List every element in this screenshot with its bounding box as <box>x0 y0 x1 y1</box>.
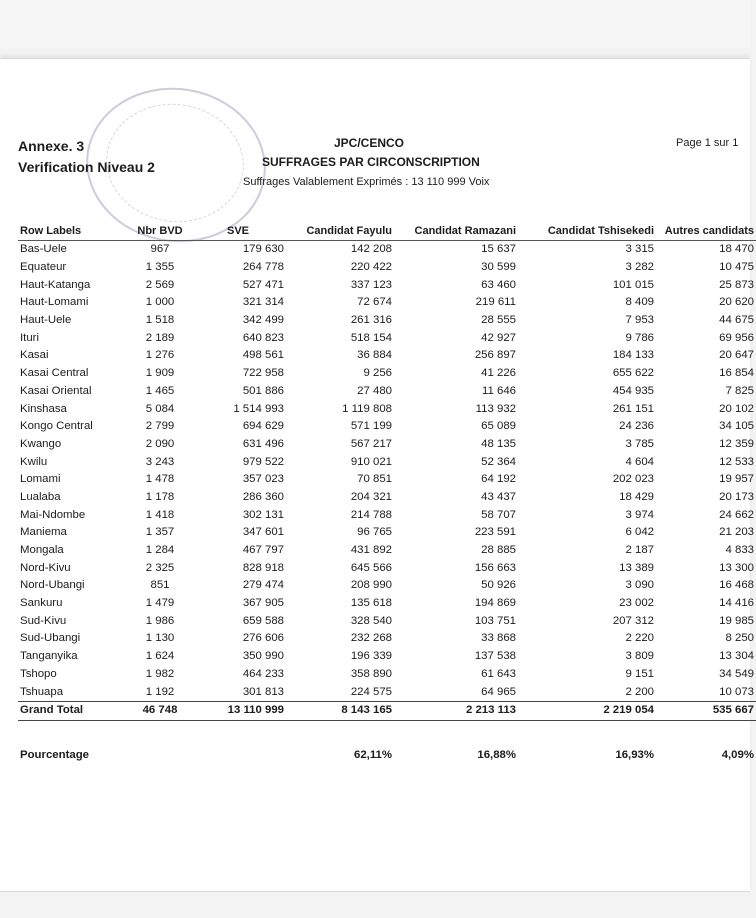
table-cell: 431 892 <box>350 544 392 557</box>
table-cell: Lualaba <box>20 490 61 503</box>
table-cell: Nord-Kivu <box>20 561 71 574</box>
table-cell: 1 514 993 <box>233 402 284 415</box>
table-cell: 851 <box>150 579 170 592</box>
table-cell: Ituri <box>20 331 39 344</box>
table-cell: 501 886 <box>242 384 284 397</box>
table-cell: 8 409 <box>625 296 654 309</box>
table-cell: 13 300 <box>719 561 754 574</box>
table-cell: Bas-Uele <box>20 243 67 256</box>
table-cell: 3 974 <box>625 508 654 521</box>
table-cell: 14 416 <box>719 597 754 610</box>
table-cell: 224 575 <box>350 685 392 698</box>
table-cell: 16,93% <box>615 749 654 762</box>
table-cell: 156 663 <box>474 561 516 574</box>
table-cell: 301 813 <box>242 685 284 698</box>
table-cell: 204 321 <box>350 490 392 503</box>
table-header-row <box>18 222 756 241</box>
table-cell: 61 643 <box>481 667 516 680</box>
table-cell: 19 985 <box>719 614 754 627</box>
table-cell: 46 748 <box>130 701 190 720</box>
table-cell: 2 187 <box>625 544 654 557</box>
table-row <box>18 471 756 489</box>
table-cell: 20 173 <box>719 490 754 503</box>
table-cell: 328 540 <box>350 614 392 627</box>
table-cell: 16,88% <box>477 749 516 762</box>
table-cell: 50 926 <box>481 579 516 592</box>
table-cell: 640 823 <box>242 331 284 344</box>
table-cell: 342 499 <box>242 314 284 327</box>
table-cell: 69 956 <box>719 331 754 344</box>
table-cell: 631 496 <box>242 437 284 450</box>
table-cell: 41 226 <box>481 367 516 380</box>
table-cell: 103 751 <box>474 614 516 627</box>
table-row <box>18 329 756 347</box>
table-cell: 910 021 <box>350 455 392 468</box>
table-row <box>18 294 756 312</box>
table-body <box>18 241 756 769</box>
table-cell: 2 200 <box>625 685 654 698</box>
table-row <box>18 524 756 542</box>
table-cell: 358 890 <box>350 667 392 680</box>
grand-total-row <box>18 701 756 720</box>
table-cell: 12 533 <box>719 455 754 468</box>
table-cell: Sud-Ubangi <box>20 632 81 645</box>
table-cell: 13 110 999 <box>190 701 286 720</box>
table-cell: 5 084 <box>145 402 175 415</box>
table-cell: 276 606 <box>242 632 284 645</box>
table-cell: 10 475 <box>719 261 754 274</box>
organization-title: JPC/CENCO <box>334 136 405 150</box>
table-cell: 36 884 <box>357 349 392 362</box>
table-cell: 194 869 <box>474 597 516 610</box>
table-cell: 1 192 <box>145 685 175 698</box>
table-cell: 9 256 <box>363 367 392 380</box>
table-cell: 62,11% <box>353 749 392 762</box>
top-margin <box>0 0 750 48</box>
table-cell: Kwango <box>20 437 62 450</box>
table-row <box>18 506 756 524</box>
table-cell: 20 620 <box>719 296 754 309</box>
table-cell: 645 566 <box>350 561 392 574</box>
table-cell: 96 765 <box>357 526 392 539</box>
table-cell: 207 312 <box>612 614 654 627</box>
table-cell: 30 599 <box>481 261 516 274</box>
table-cell: 2 220 <box>625 632 654 645</box>
table-cell: 4 604 <box>625 455 654 468</box>
table-cell: 184 133 <box>612 349 654 362</box>
table-cell: Mai-Ndombe <box>20 508 86 521</box>
table-cell: 135 618 <box>350 597 392 610</box>
table-row <box>18 241 756 259</box>
table-cell: Mongala <box>20 544 64 557</box>
table-cell: 27 480 <box>357 384 392 397</box>
table-cell: Kasai Oriental <box>20 384 92 397</box>
table-cell: 3 785 <box>625 437 654 450</box>
results-table <box>18 222 756 769</box>
table-cell: 1 284 <box>145 544 175 557</box>
table-cell: 58 707 <box>481 508 516 521</box>
table-cell: 28 555 <box>481 314 516 327</box>
table-row <box>18 666 756 684</box>
table-cell: Kongo Central <box>20 420 93 433</box>
percentage-row <box>18 720 756 769</box>
column-header: Candidat Tshisekedi <box>518 222 656 241</box>
table-row <box>18 365 756 383</box>
table-row <box>18 489 756 507</box>
table-cell: 52 364 <box>481 455 516 468</box>
table-cell: 264 778 <box>242 261 284 274</box>
table-cell: 219 611 <box>475 296 516 309</box>
table-cell: 8 143 165 <box>286 701 394 720</box>
table-cell: 196 339 <box>350 650 392 663</box>
column-header: Nbr BVD <box>130 222 190 241</box>
table-cell: Tanganyika <box>20 650 78 663</box>
table-cell: Kasai Central <box>20 367 89 380</box>
table-cell: 1 624 <box>145 650 175 663</box>
table-cell: 25 873 <box>719 278 754 291</box>
table-cell: 286 360 <box>242 490 284 503</box>
table-cell: Kinshasa <box>20 402 67 415</box>
table-cell: 337 123 <box>350 278 392 291</box>
table-cell: 63 460 <box>481 278 516 291</box>
table-cell: 9 786 <box>625 331 654 344</box>
table-cell: 13 304 <box>719 650 754 663</box>
table-cell: Nord-Ubangi <box>20 579 85 592</box>
table-cell: 367 905 <box>242 597 284 610</box>
table-cell: Kasai <box>20 349 49 362</box>
table-cell: Haut-Lomami <box>20 296 89 309</box>
table-cell: 2 189 <box>145 331 175 344</box>
table-row <box>18 259 756 277</box>
table-row <box>18 418 756 436</box>
table-cell: Haut-Uele <box>20 314 72 327</box>
table-cell: 42 927 <box>481 331 516 344</box>
table-cell: 659 588 <box>242 614 284 627</box>
table-cell: 498 561 <box>242 349 284 362</box>
table-cell: 655 622 <box>612 367 654 380</box>
table-cell: 232 268 <box>350 632 392 645</box>
table-cell: Haut-Katanga <box>20 278 91 291</box>
table-cell: Kwilu <box>20 455 48 468</box>
table-cell: 518 154 <box>350 331 392 344</box>
table-row <box>18 612 756 630</box>
table-cell: 350 990 <box>242 650 284 663</box>
table-cell: Equateur <box>20 261 67 274</box>
table-cell: 694 629 <box>242 420 284 433</box>
table-cell: 223 591 <box>474 526 516 539</box>
table-cell: 256 897 <box>474 349 516 362</box>
table-cell: 24 662 <box>719 508 754 521</box>
table-cell: Lomami <box>20 473 61 486</box>
table-row <box>18 559 756 577</box>
table-row <box>18 595 756 613</box>
table-cell: 24 236 <box>619 420 654 433</box>
table-cell: 13 389 <box>619 561 654 574</box>
table-cell: 279 474 <box>242 579 284 592</box>
table-cell: 2 325 <box>145 561 175 574</box>
table-cell: 302 131 <box>242 508 284 521</box>
table-cell: 722 958 <box>242 367 284 380</box>
table-cell: 1 465 <box>145 384 175 397</box>
table-cell <box>130 720 190 769</box>
table-cell: 6 042 <box>625 526 654 539</box>
table-cell: 357 023 <box>242 473 284 486</box>
table-row <box>18 577 756 595</box>
table-cell: 2 799 <box>145 420 175 433</box>
table-cell: 113 932 <box>475 402 516 415</box>
table-cell: 220 422 <box>350 261 392 274</box>
table-cell: 23 002 <box>619 597 654 610</box>
table-row <box>18 683 756 701</box>
table-cell: 571 199 <box>350 420 392 433</box>
table-cell: 28 885 <box>481 544 516 557</box>
table-cell: 15 637 <box>481 243 516 256</box>
table-cell: 1 418 <box>145 508 175 521</box>
table-cell: 967 <box>150 243 170 256</box>
table-cell: 4,09% <box>721 749 754 762</box>
table-cell: 1 000 <box>145 296 175 309</box>
table-cell: Sankuru <box>20 597 63 610</box>
table-cell: 1 119 808 <box>342 402 392 415</box>
table-cell: 7 825 <box>725 384 754 397</box>
table-row <box>18 453 756 471</box>
table-cell: 2 569 <box>145 278 175 291</box>
table-cell: 4 833 <box>725 544 754 557</box>
table-cell: 2 090 <box>145 437 175 450</box>
table-row <box>18 383 756 401</box>
table-cell: Maniema <box>20 526 67 539</box>
table-row <box>18 436 756 454</box>
table-cell: 18 429 <box>619 490 654 503</box>
table-cell: 8 250 <box>725 632 754 645</box>
table-cell: 7 953 <box>625 314 654 327</box>
table-cell: 16 854 <box>719 367 754 380</box>
table-cell: 467 797 <box>242 544 284 557</box>
table-cell: 202 023 <box>612 473 654 486</box>
document-subtitle: SUFFRAGES PAR CIRCONSCRIPTION <box>262 155 480 169</box>
table-cell: 261 151 <box>612 402 654 415</box>
table-cell: 1 479 <box>145 597 175 610</box>
column-header: Candidat Fayulu <box>286 222 394 241</box>
table-cell: 3 809 <box>625 650 654 663</box>
table-cell: 3 282 <box>625 261 654 274</box>
table-row <box>18 400 756 418</box>
column-header: Candidat Ramazani <box>394 222 518 241</box>
table-cell: 2 219 054 <box>518 701 656 720</box>
table-cell: 3 090 <box>625 579 654 592</box>
table-cell: 828 918 <box>242 561 284 574</box>
table-cell: 34 549 <box>719 667 754 680</box>
table-cell: 101 015 <box>612 278 654 291</box>
table-row <box>18 312 756 330</box>
table-cell: 19 957 <box>719 473 754 486</box>
table-cell: 1 355 <box>145 261 175 274</box>
table-row <box>18 542 756 560</box>
table-cell: 214 788 <box>350 508 392 521</box>
table-cell: 3 243 <box>145 455 175 468</box>
table-cell: 1 178 <box>145 490 175 503</box>
table-cell: 535 667 <box>656 701 756 720</box>
table-row <box>18 347 756 365</box>
table-cell: 2 213 113 <box>394 701 518 720</box>
table-cell: 48 135 <box>481 437 516 450</box>
table-cell: 464 233 <box>242 667 284 680</box>
table-cell: 179 630 <box>242 243 284 256</box>
annex-label: Annexe. 3 <box>18 138 85 154</box>
table-cell: 527 471 <box>242 278 284 291</box>
table-cell: 1 130 <box>145 632 175 645</box>
table-cell: 34 105 <box>719 420 754 433</box>
table-row <box>18 648 756 666</box>
table-cell: 321 314 <box>242 296 284 309</box>
table-cell: 18 470 <box>719 243 754 256</box>
table-cell: 1 478 <box>145 473 175 486</box>
table-cell: 44 675 <box>719 314 754 327</box>
table-cell: 64 192 <box>481 473 516 486</box>
table-cell: Pourcentage <box>20 749 89 762</box>
table-cell: 137 538 <box>474 650 516 663</box>
table-cell: 1 357 <box>145 526 175 539</box>
table-cell: 10 073 <box>719 685 754 698</box>
table-cell: 1 986 <box>145 614 175 627</box>
table-cell: 9 151 <box>625 667 654 680</box>
table-cell: 33 868 <box>481 632 516 645</box>
table-cell: 21 203 <box>719 526 754 539</box>
table-cell: Tshuapa <box>20 685 64 698</box>
verification-level: Verification Niveau 2 <box>18 159 155 175</box>
column-header: SVE <box>190 222 286 241</box>
table-cell: 567 217 <box>350 437 392 450</box>
table-cell: 20 647 <box>719 349 754 362</box>
table-cell: 142 208 <box>350 243 392 256</box>
table-cell: 261 316 <box>350 314 392 327</box>
table-cell: Sud-Kivu <box>20 614 67 627</box>
valid-votes-line: Suffrages Valablement Exprimés : 13 110 999 Voix <box>243 176 490 188</box>
table-cell: 20 102 <box>719 402 754 415</box>
table-row <box>18 630 756 648</box>
table-cell: Grand Total <box>18 701 130 720</box>
table-cell: 1 518 <box>145 314 175 327</box>
table-cell: 70 851 <box>357 473 392 486</box>
table-cell: 72 674 <box>357 296 392 309</box>
table-cell: 65 089 <box>481 420 516 433</box>
column-header: Autres candidats <box>656 222 756 241</box>
table-cell: 979 522 <box>242 455 284 468</box>
table-cell: 454 935 <box>612 384 654 397</box>
table-cell: 1 276 <box>145 349 175 362</box>
page-indicator: Page 1 sur 1 <box>676 137 739 149</box>
table-cell: 16 468 <box>719 579 754 592</box>
table-cell: 11 646 <box>482 384 516 397</box>
table-cell <box>190 720 286 769</box>
table-cell: Tshopo <box>20 667 57 680</box>
table-cell: 43 437 <box>481 490 516 503</box>
table-cell: 12 359 <box>719 437 754 450</box>
column-header: Row Labels <box>18 222 130 241</box>
table-cell: 347 601 <box>242 526 284 539</box>
table-cell: 1 909 <box>145 367 175 380</box>
table-cell: 3 315 <box>625 243 654 256</box>
table-cell: 64 965 <box>481 685 516 698</box>
table-row <box>18 276 756 294</box>
table-cell: 208 990 <box>350 579 392 592</box>
table-cell: 1 982 <box>145 667 175 680</box>
